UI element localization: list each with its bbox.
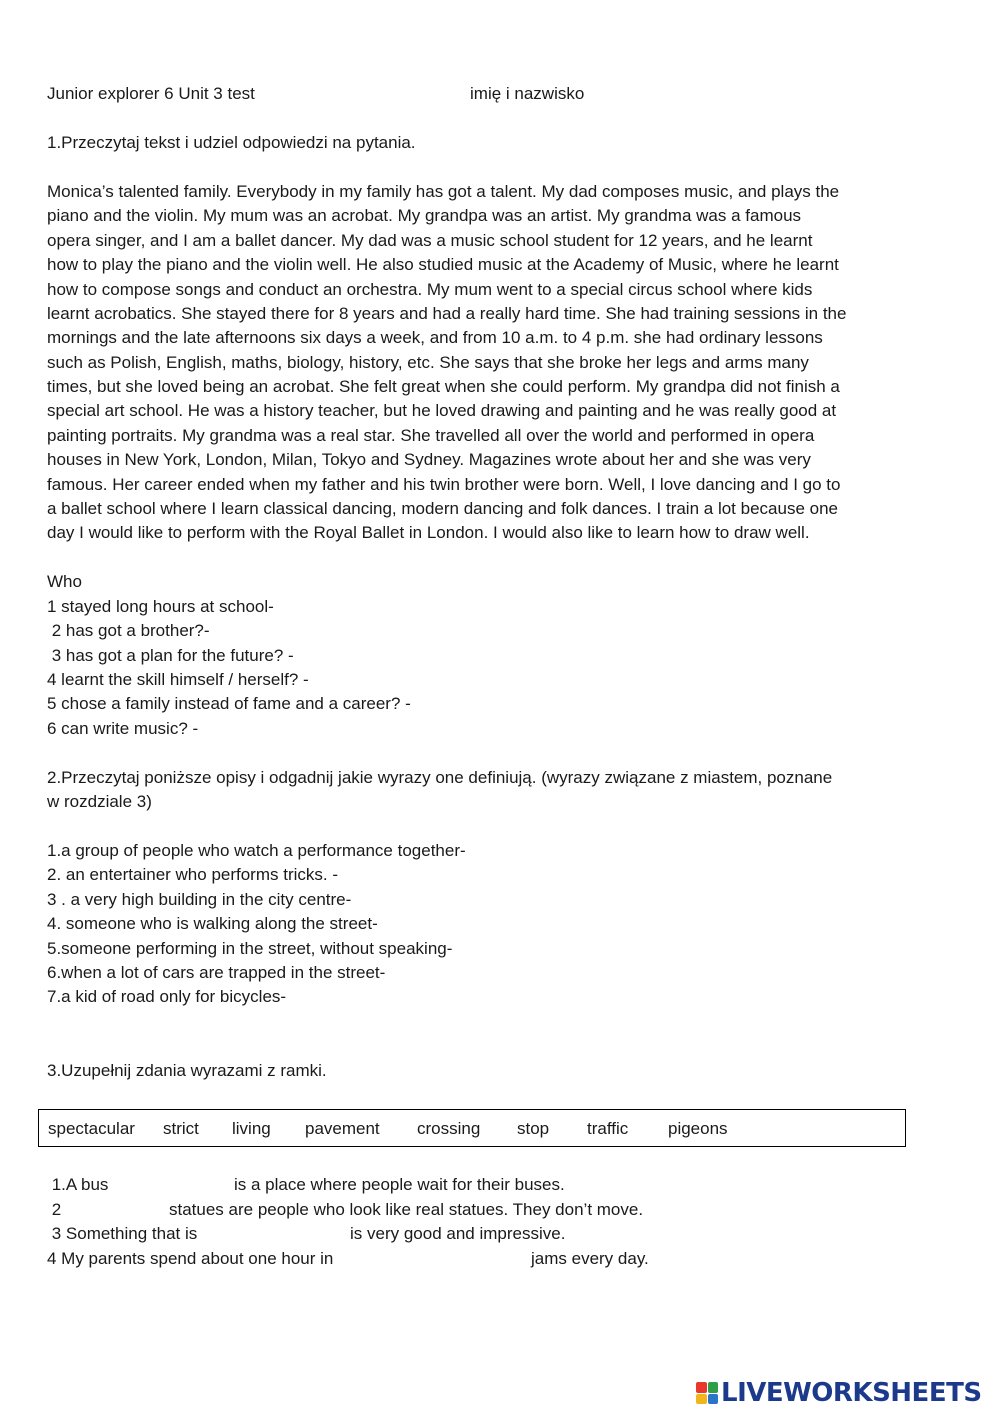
who-label: Who	[47, 572, 82, 591]
worksheet-title: Junior explorer 6 Unit 3 test	[47, 84, 255, 103]
definition-1: 1.a group of people who watch a performance together-	[47, 841, 466, 860]
text-line: famous. Her career ended when my father and his twin brother were born. Well, I love dancing and I go to	[47, 475, 841, 494]
text-line: how to play the piano and the violin well. He also studied music at the Academy of Music, where he learnt	[47, 255, 839, 274]
question-3: 3 has got a plan for the future? -	[47, 646, 294, 665]
text-line: mornings and the late afternoons six days a week, and from 10 a.m. to 4 p.m. she had ordinary lessons	[47, 328, 823, 347]
sentence-1-end: is a place where people wait for their buses.	[234, 1175, 565, 1194]
definition-5: 5.someone performing in the street, without speaking-	[47, 939, 453, 958]
question-5: 5 chose a family instead of fame and a career? -	[47, 694, 411, 713]
word-pigeons: pigeons	[668, 1119, 728, 1138]
text-line: special art school. He was a history teacher, but he loved drawing and painting and he was really good at	[47, 401, 837, 420]
word-living: living	[232, 1119, 271, 1138]
sentence-4-end: jams every day.	[531, 1249, 649, 1268]
text-line: piano and the violin. My mum was an acrobat. My grandpa was an artist. My grandma was a famous	[47, 206, 802, 225]
definition-7: 7.a kid of road only for bicycles-	[47, 987, 287, 1006]
liveworksheets-logo	[696, 1378, 982, 1408]
sentence-4-start: 4 My parents spend about one hour in	[47, 1249, 334, 1268]
sentence-1-start: 1.A bus	[47, 1175, 109, 1194]
name-field-label: imię i nazwisko	[470, 84, 585, 103]
definition-2: 2. an entertainer who performs tricks. -	[47, 865, 339, 884]
sentence-3-end: is very good and impressive.	[350, 1224, 566, 1243]
word-box	[38, 1109, 906, 1147]
logo-text: LIVEWORKSHEETS	[721, 1378, 982, 1408]
task1-instruction: 1.Przeczytaj tekst i udziel odpowiedzi na pytania.	[47, 133, 416, 152]
text-line: houses in New York, London, Milan, Tokyo and Sydney. Magazines wrote about her and she was very	[47, 450, 811, 469]
text-line: how to compose songs and conduct an orchestra. My mum went to a special circus school where kids	[47, 280, 813, 299]
text-line: Monica’s talented family. Everybody in my family has got a talent. My dad composes music, and plays the	[47, 182, 840, 201]
text-line: a ballet school where I learn classical dancing, modern dancing and folk dances. I train a lot because one	[47, 499, 838, 518]
task2-instruction-line: 2.Przeczytaj poniższe opisy i odgadnij jakie wyrazy one definiują. (wyrazy związane z miastem, poznane	[47, 768, 833, 787]
definition-3: 3 . a very high building in the city centre-	[47, 890, 352, 909]
word-pavement: pavement	[305, 1119, 380, 1138]
task2-instruction-line: w rozdziale 3)	[47, 792, 152, 811]
word-strict: strict	[163, 1119, 199, 1138]
sentence-3-start: 3 Something that is	[47, 1224, 198, 1243]
question-2: 2 has got a brother?-	[47, 621, 210, 640]
sentence-2-end: statues are people who look like real statues. They don’t move.	[169, 1200, 644, 1219]
question-1: 1 stayed long hours at school-	[47, 597, 274, 616]
logo-mark-icon	[696, 1382, 718, 1404]
word-spectacular: spectacular	[48, 1119, 135, 1138]
question-6: 6 can write music? -	[47, 719, 199, 738]
question-4: 4 learnt the skill himself / herself? -	[47, 670, 309, 689]
text-line: painting portraits. My grandma was a real star. She travelled all over the world and performed in opera	[47, 426, 815, 445]
text-line: opera singer, and I am a ballet dancer. My dad was a music school student for 12 years, and he learnt	[47, 231, 813, 250]
word-stop: stop	[517, 1119, 550, 1138]
text-line: learnt acrobatics. She stayed there for 8 years and had a really hard time. She had training sessions in the	[47, 304, 847, 323]
text-line: times, but she loved being an acrobat. She felt great when she could perform. My grandpa did not finish a	[47, 377, 840, 396]
definition-6: 6.when a lot of cars are trapped in the street-	[47, 963, 386, 982]
text-line: such as Polish, English, maths, biology, history, etc. She says that she broke her legs and arms many	[47, 353, 809, 372]
task3-instruction: 3.Uzupełnij zdania wyrazami z ramki.	[47, 1061, 327, 1080]
word-crossing: crossing	[417, 1119, 481, 1138]
word-traffic: traffic	[587, 1119, 629, 1138]
text-line: day I would like to perform with the Royal Ballet in London. I would also like to learn how to draw well.	[47, 523, 810, 542]
sentence-2-start: 2	[47, 1200, 62, 1219]
definition-4: 4. someone who is walking along the street-	[47, 914, 378, 933]
